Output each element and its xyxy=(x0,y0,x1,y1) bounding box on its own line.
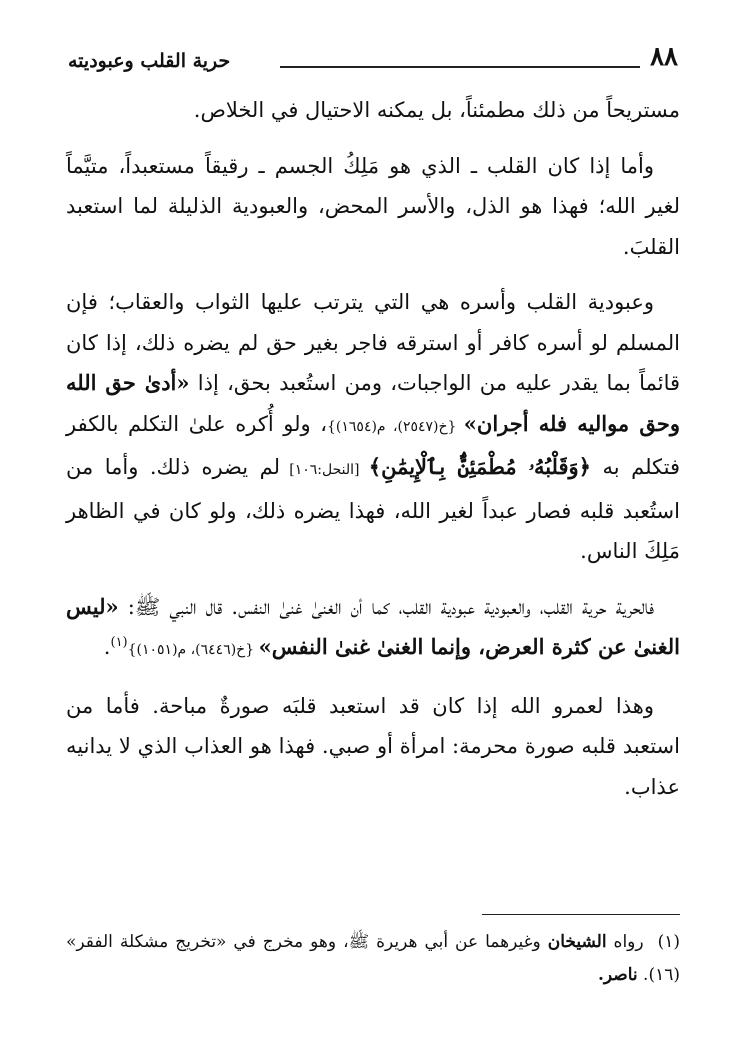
quran-reference: [النحل:١٠٦] xyxy=(280,462,369,478)
quran-verse: ﴿وَقَلْبُهُۥ مُطْمَئِنٌّۢ بِٱلْإِيمَٰنِ﴾ xyxy=(368,454,591,479)
hadith-reference-1: {خ(٢٥٤٧)، م(١٦٥٤)} xyxy=(327,418,464,435)
hadith-quote-2: «ليس الغنىٰ عن كثرة العرض، وإنما الغنىٰ غنىٰ النفس» xyxy=(66,593,680,659)
paragraph-3-text-c: لم يضره ذلك. وأما من استُعبد قلبه فصار عبداً لغير الله، فهذا يضره ذلك، ولو كان في الظاهر مَلِكَ الناس. xyxy=(66,455,680,563)
paragraph-4-text-a: فالحرية حرية القلب، والعبودية عبودية القلب، كما أن الغنىٰ غنىٰ النفس. قال النبي ﷺ: xyxy=(118,594,654,619)
paragraph-4-end: . xyxy=(103,635,111,659)
page-number: ٨٨ xyxy=(650,42,678,72)
paragraph-3-text-a: وعبودية القلب وأسره هي التي يترتب عليها الثواب والعقاب؛ فإن المسلم لو أسره كافر أو استرقه فاجر بغير حق لم يضره ذلك، إذا كان قائماً بما يقدر عليه من الواجبات، ومن استُعبد بحق، إذا xyxy=(66,290,681,395)
paragraph-3 xyxy=(66,282,680,572)
footnote-text-b: وغيرهما عن أبي هريرة ﷺ، وهو مخرج في «تخريج مشكلة الفقر» (١٦). xyxy=(66,932,680,985)
body-text xyxy=(66,90,680,822)
footnotes xyxy=(66,926,680,992)
hadith-reference-2: {خ(٦٤٤٦)، م(١٠٥١)} xyxy=(127,642,259,658)
footnote-author: ناصر. xyxy=(597,965,638,985)
paragraph-4 xyxy=(66,587,680,671)
paragraph-1: مستريحاً من ذلك مطمئناً، بل يمكنه الاحتيال في الخلاص. xyxy=(193,98,680,122)
page-header xyxy=(60,42,690,82)
paragraph-2: وأما إذا كان القلب ـ الذي هو مَلِكُ الجسم ـ رقيقاً مستعبداً، متيَّماً لغير الله؛ فهذا هو الذل، والأسر المحض، والعبودية الذليلة لما استعبد القلبَ. xyxy=(66,153,680,259)
footnote-marker[interactable]: (١) xyxy=(110,635,128,650)
header-rule xyxy=(280,66,640,68)
hadith-quote-1: «أدىٰ حق الله وحق مواليه فله أجران» xyxy=(66,370,681,436)
footnote-text-a: رواه xyxy=(606,932,644,952)
running-title: حرية القلب وعبوديته xyxy=(68,50,231,72)
paragraph-3-text-b: ، ولو أُكره علىٰ التكلم بالكفر فتكلم به xyxy=(66,411,680,479)
footnote-1 xyxy=(66,926,680,992)
footnote-text-bold: الشيخان xyxy=(547,932,607,952)
paragraph-5: وهذا لعمرو الله إذا كان قد استعبد قلبَه صورةٌ مباحة. فأما من استعبد قلبه صورة محرمة: امرأة أو صبي. فهذا هو العذاب الذي لا يدانيه عذاب. xyxy=(66,693,680,799)
footnote-number: (١) xyxy=(657,932,681,952)
footnote-rule xyxy=(482,914,680,915)
